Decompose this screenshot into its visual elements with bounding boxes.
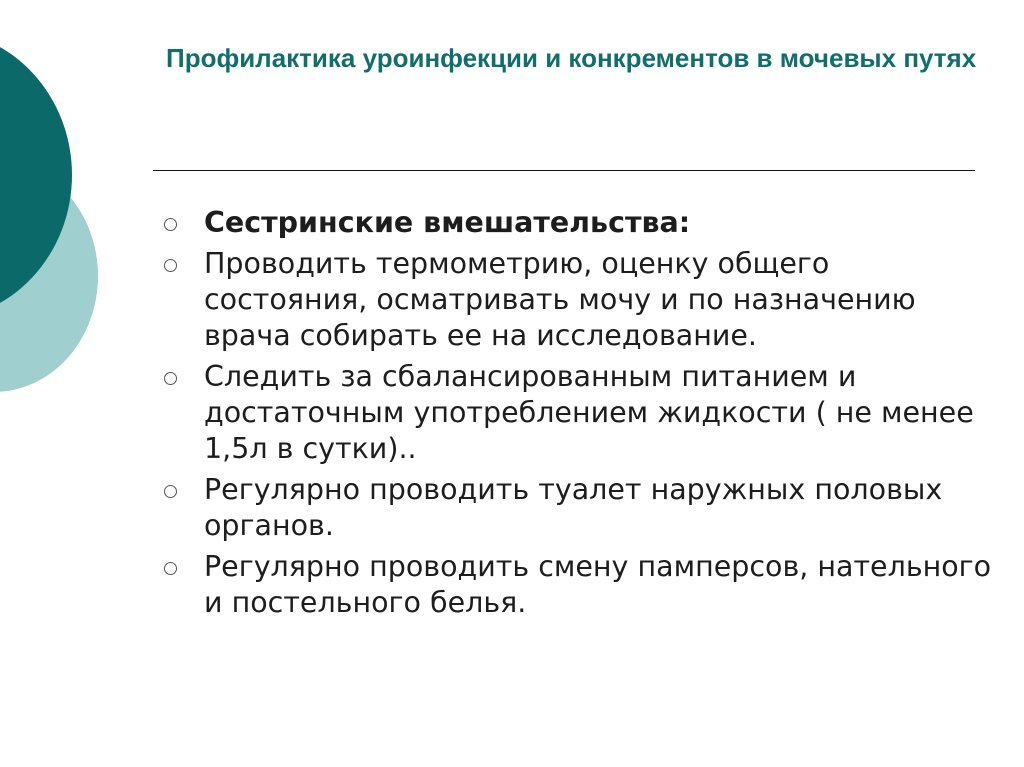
- bullet-text: Следить за сбалансированным питанием и достаточным употреблением жидкости ( не менее 1,5л в сутки)..: [204, 360, 974, 465]
- bullet-item-thermometry: [164, 246, 994, 354]
- bullet-item-linen-change: [164, 549, 994, 621]
- bullet-list: [164, 205, 994, 626]
- bullet-text: Сестринские вмешательства:: [204, 206, 691, 239]
- title-divider: [153, 170, 975, 171]
- bullet-item-nutrition: [164, 359, 994, 467]
- hollow-circle-bullet-icon: [164, 562, 177, 575]
- hollow-circle-bullet-icon: [164, 218, 177, 231]
- bullet-text: Проводить термометрию, оценку общего состояния, осматривать мочу и по назначению врача собирать ее на исследование.: [204, 247, 916, 352]
- bullet-item-hygiene: [164, 472, 994, 544]
- hollow-circle-bullet-icon: [164, 259, 177, 272]
- hollow-circle-bullet-icon: [164, 372, 177, 385]
- hollow-circle-bullet-icon: [164, 485, 177, 498]
- bullet-text: Регулярно проводить туалет наружных половых органов.: [204, 473, 943, 542]
- bullet-item-nursing-interventions: [164, 205, 994, 241]
- bullet-text: Регулярно проводить смену памперсов, нательного и постельного белья.: [204, 550, 992, 619]
- slide-title: Профилактика уроинфекции и конкрементов в мочевых путях: [166, 43, 977, 73]
